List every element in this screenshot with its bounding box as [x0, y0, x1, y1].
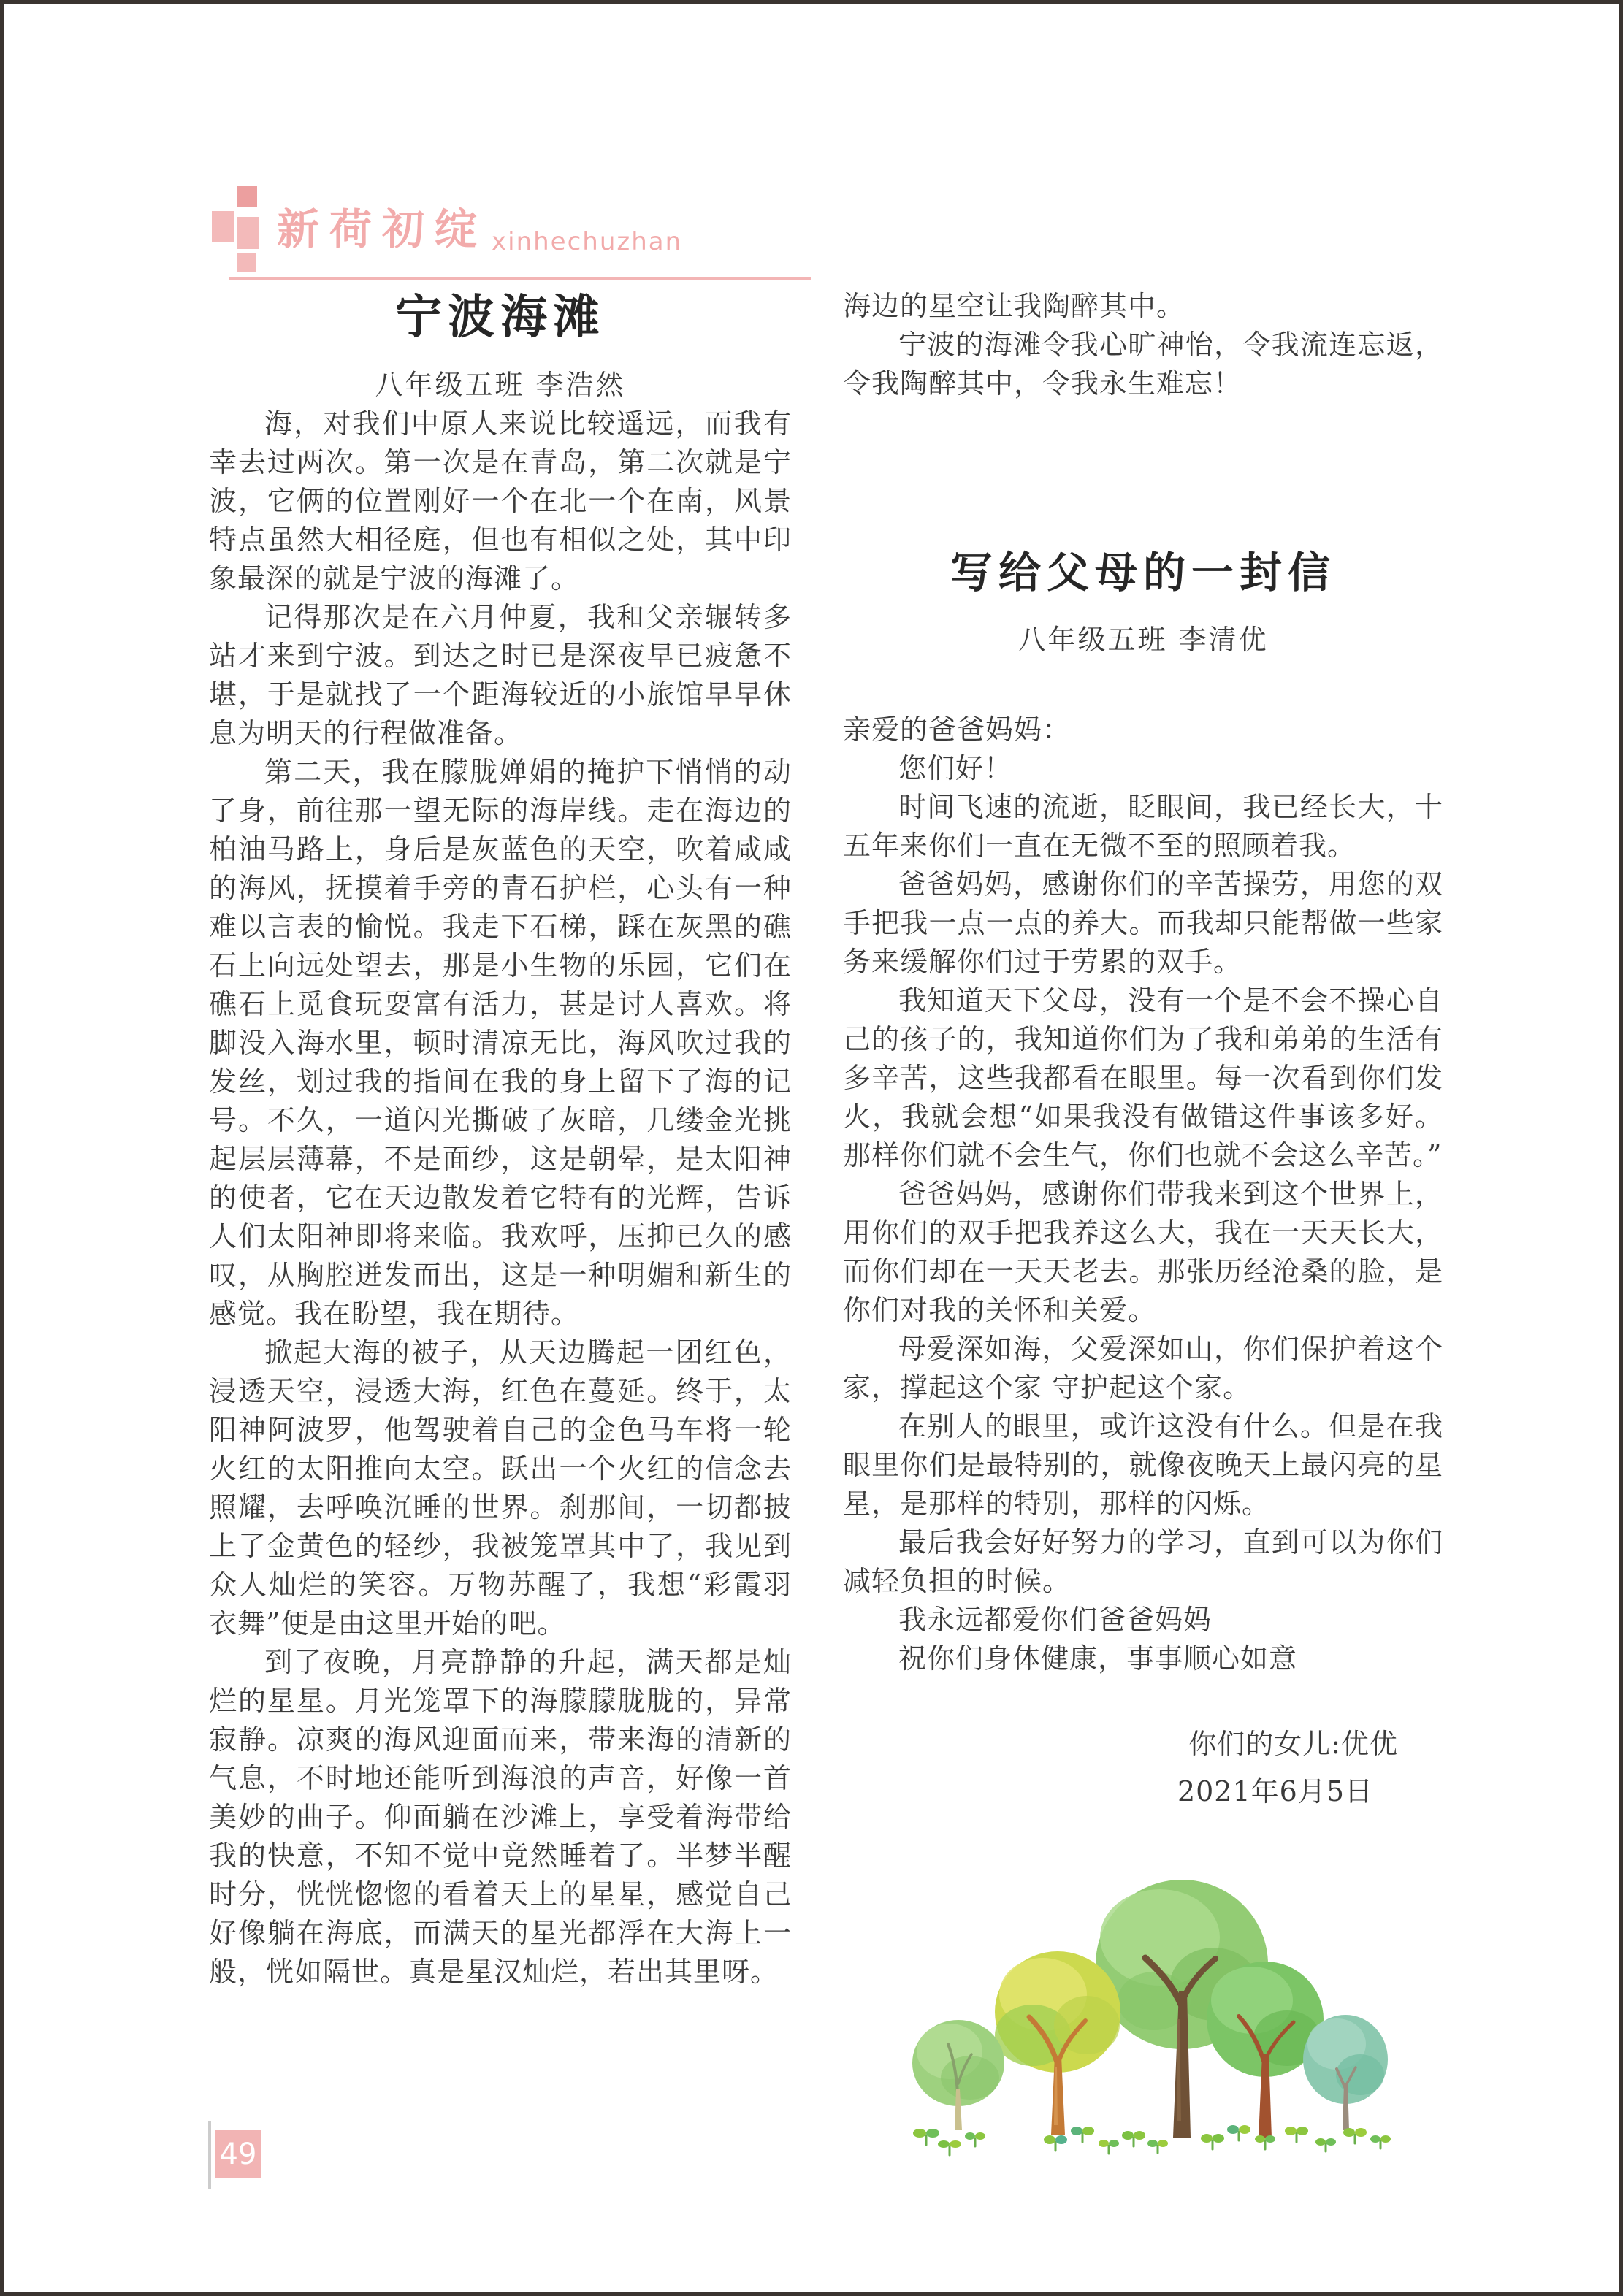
letter-salutation: 亲爱的爸爸妈妈： [843, 713, 1072, 746]
essay1-author: 八年级五班 李浩然 [375, 369, 626, 401]
letter-paragraph: 最后我会好好努力的学习，直到可以为你们减轻负担的时候。 [843, 1526, 1443, 1597]
logo-square [237, 253, 256, 272]
brand-title: 新荷初绽 [277, 204, 488, 254]
header-divider [229, 277, 812, 280]
letter-paragraph: 在别人的眼里，或许这没有什么。但是在我眼里你们是最特别的，就像夜晚天上最闪亮的星星，是那样的特别，那样的闪烁。 [843, 1410, 1443, 1520]
essay1-title: 宁波海滩 [395, 290, 606, 345]
logo-square [237, 186, 257, 207]
watercolor-trees-illustration [898, 1873, 1402, 2173]
essay1-paragraph: 到了夜晚，月亮静静的升起，满天都是灿烂的星星。月光笼罩下的海朦朦胧胧的，异常寂静。凉爽的海风迎面而来，带来海的清新的气息，不时地还能听到海浪的声音，好像一首美妙的曲子。仰面躺在沙滩上，享受着海带给我的快意，不知不觉中竟然睡着了。半梦半醒时分，恍恍惚惚的看着天上的星星，感觉自己好像躺在海底，而满天的星光都浮在大海上一般，恍如隔世。真是星汉灿烂，若出其里呀。 [209, 1646, 792, 1988]
essay1-paragraph: 掀起大海的被子，从天边腾起一团红色，浸透天空，浸透大海，红色在蔓延。终于，太阳神阿波罗，他驾驶着自己的金色马车将一轮火红的太阳推向太空。跃出一个火红的信念去照耀，去呼唤沉睡的世界。刹那间，一切都披上了金黄色的轻纱，我被笼罩其中了，我见到众人灿烂的笑容。万物苏醒了，我想“彩霞羽衣舞”便是由这里开始的吧。 [209, 1336, 792, 1639]
essay1-continuation: 海边的星空让我陶醉其中。 [843, 290, 1185, 322]
letter-signature: 你们的女儿:优优 [1188, 1728, 1398, 1760]
tree-small-green [912, 2020, 1004, 2130]
right-column [843, 287, 1443, 1811]
logo-square [212, 211, 234, 242]
letter-closing: 祝你们身体健康，事事顺心如意 [898, 1642, 1298, 1675]
letter-paragraph: 时间飞速的流逝，眨眼间，我已经长大，十五年来你们一直在无微不至的照顾着我。 [843, 791, 1443, 862]
letter-paragraph: 爸爸妈妈，感谢你们的辛苦操劳，用您的双手把我一点一点的养大。而我却只能帮做一些家务来缓解你们过于劳累的双手。 [843, 868, 1443, 978]
essay1-paragraph: 第二天，我在朦胧婵娟的掩护下悄悄的动了身，前往那一望无际的海岸线。走在海边的柏油马路上，身后是灰蓝色的天空，吹着咸咸的海风，抚摸着手旁的青石护栏，心头有一种难以言表的愉悦。我走下石梯，踩在灰黑的礁石上向远处望去，那是小生物的乐园，它们在礁石上觅食玩耍富有活力，甚是讨人喜欢。将脚没入海水里，顿时清凉无比，海风吹过我的发丝，划过我的指间在我的身上留下了海的记号。不久，一道闪光撕破了灰暗，几缕金光挑起层层薄幕，不是面纱，这是朝晕，是太阳神的使者，它在天边散发着它特有的光辉，告诉人们太阳神即将来临。我欢呼，压抑已久的感叹，从胸腔迸发而出，这是一种明媚和新生的感觉。我在盼望，我在期待。 [209, 756, 792, 1330]
essay2-author: 八年级五班 李清优 [1017, 624, 1269, 656]
letter-closing: 我永远都爱你们爸爸妈妈 [898, 1604, 1213, 1636]
page-number: 49 [215, 2130, 261, 2178]
tree-teal [1303, 2015, 1388, 2130]
sprouts [913, 2125, 1391, 2155]
left-column [209, 287, 792, 1991]
essay1-paragraph: 海，对我们中原人来说比较遥远，而我有幸去过两次。第一次是在青岛，第二次就是宁波，它俩的位置刚好一个在北一个在南，风景特点虽然大相径庭，但也有相似之处，其中印象最深的就是宁波的海滩了。 [209, 407, 792, 594]
logo-square [237, 217, 259, 249]
brand-logo-icon [210, 186, 266, 272]
tree-yellow [995, 1951, 1120, 2135]
letter-date: 2021年6月5日 [1177, 1775, 1373, 1807]
essay1-paragraph: 记得那次是在六月仲夏，我和父亲辗转多站才来到宁波。到达之时已是深夜早已疲惫不堪，于是就找了一个距海较近的小旅馆早早休息为明天的行程做准备。 [209, 601, 792, 749]
letter-paragraph: 爸爸妈妈，感谢你们带我来到这个世界上，用你们的双手把我养这么大，我在一天天长大，而你们却在一天天老去。那张历经沧桑的脸，是你们对我的关怀和关爱。 [843, 1178, 1443, 1326]
essay1-final-paragraph: 宁波的海滩令我心旷神怡，令我流连忘返，令我陶醉其中，令我永生难忘！ [843, 329, 1443, 399]
brand-pinyin: xinhechuzhan [492, 227, 683, 256]
letter-paragraph: 我知道天下父母，没有一个是不会不操心自己的孩子的，我知道你们为了我和弟弟的生活有多辛苦，这些我都看在眼里。每一次看到你们发火，我就会想“如果我没有做错这件事该多好。那样你们就不会生气，你们也就不会这么辛苦。” [843, 984, 1443, 1171]
essay2-title: 写给父母的一封信 [950, 548, 1336, 597]
letter-paragraph: 母爱深如海，父爱深如山，你们保护着这个家，撑起这个家 守护起这个家。 [843, 1333, 1443, 1404]
letter-paragraph: 您们好！ [898, 752, 1013, 784]
